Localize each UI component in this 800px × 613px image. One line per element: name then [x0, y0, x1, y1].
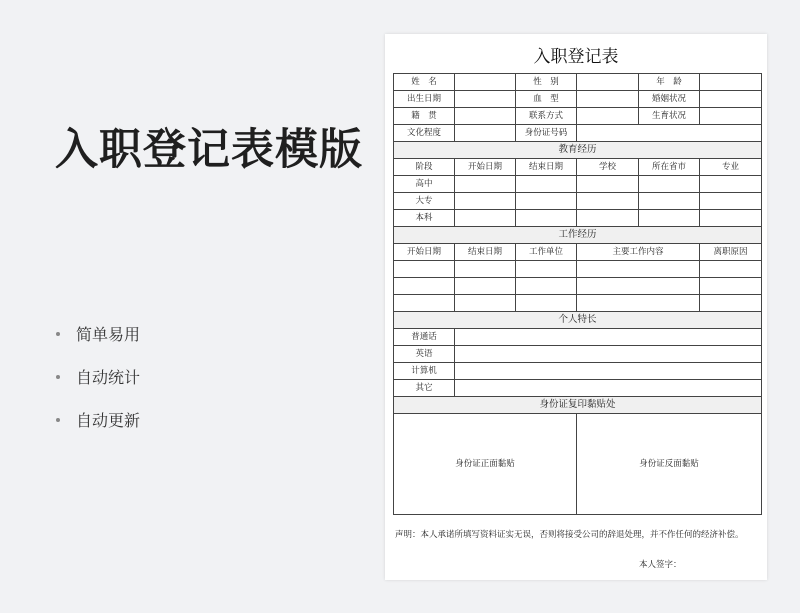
form-sheet — [385, 34, 767, 580]
section-header-row — [394, 142, 762, 159]
column-header: 结束日期 — [455, 244, 516, 261]
skill-label: 其它 — [394, 380, 455, 397]
skill-row — [394, 363, 762, 380]
table-cell[interactable] — [577, 295, 700, 312]
table-cell[interactable] — [577, 176, 639, 193]
table-cell[interactable] — [394, 278, 455, 295]
work-row — [394, 278, 762, 295]
table-cell[interactable] — [700, 295, 762, 312]
column-header: 开始日期 — [455, 159, 516, 176]
id-back-paste-area[interactable]: 身份证反面黏贴 — [577, 414, 762, 515]
form-title: 入职登记表 — [533, 47, 619, 67]
education-row — [394, 176, 762, 193]
section-header-row — [394, 397, 762, 414]
education-section-title: 教育经历 — [394, 142, 762, 159]
blood-type-value-cell[interactable] — [577, 91, 639, 108]
bullet-dot-icon — [56, 332, 60, 336]
work-row — [394, 295, 762, 312]
table-cell[interactable] — [455, 363, 762, 380]
stage-label: 大专 — [394, 193, 455, 210]
table-cell[interactable] — [516, 278, 577, 295]
feature-item — [56, 312, 140, 355]
feature-label: 自动更新 — [76, 411, 141, 430]
table-cell[interactable] — [639, 176, 700, 193]
education-row — [394, 210, 762, 227]
table-cell[interactable] — [455, 210, 516, 227]
table-cell[interactable] — [516, 295, 577, 312]
table-cell[interactable] — [639, 193, 700, 210]
column-header: 主要工作内容 — [577, 244, 700, 261]
skill-label: 计算机 — [394, 363, 455, 380]
education-header-row — [394, 159, 762, 176]
contact-label: 联系方式 — [516, 108, 577, 125]
column-header: 专业 — [700, 159, 762, 176]
table-cell[interactable] — [455, 278, 516, 295]
skill-row — [394, 329, 762, 346]
table-cell[interactable] — [700, 210, 762, 227]
age-label: 年 龄 — [639, 74, 700, 91]
contact-value-cell[interactable] — [577, 108, 639, 125]
bullet-dot-icon — [56, 375, 60, 379]
work-header-row — [394, 244, 762, 261]
basic-row — [394, 91, 762, 108]
table-cell[interactable] — [455, 261, 516, 278]
birthdate-label: 出生日期 — [394, 91, 455, 108]
feature-item — [56, 398, 140, 441]
table-cell[interactable] — [700, 278, 762, 295]
work-section-title: 工作经历 — [394, 227, 762, 244]
table-cell[interactable] — [455, 295, 516, 312]
table-cell[interactable] — [516, 176, 577, 193]
age-value-cell[interactable] — [700, 74, 762, 91]
table-cell[interactable] — [516, 193, 577, 210]
table-cell[interactable] — [700, 261, 762, 278]
table-cell[interactable] — [394, 295, 455, 312]
name-value-cell[interactable] — [455, 74, 516, 91]
id-number-value-cell[interactable] — [577, 125, 762, 142]
gender-label: 性 别 — [516, 74, 577, 91]
feature-label: 简单易用 — [76, 325, 141, 344]
work-row — [394, 261, 762, 278]
feature-label: 自动统计 — [76, 368, 141, 387]
table-cell[interactable] — [455, 329, 762, 346]
table-cell[interactable] — [516, 261, 577, 278]
table-cell[interactable] — [455, 193, 516, 210]
basic-row — [394, 74, 762, 91]
education-level-label: 文化程度 — [394, 125, 455, 142]
table-cell[interactable] — [577, 210, 639, 227]
column-header: 工作单位 — [516, 244, 577, 261]
gender-value-cell[interactable] — [577, 74, 639, 91]
native-place-value-cell[interactable] — [455, 108, 516, 125]
basic-row — [394, 125, 762, 142]
column-header: 开始日期 — [394, 244, 455, 261]
signature-label: 本人签字： — [639, 560, 682, 570]
id-number-label: 身份证号码 — [516, 125, 577, 142]
fertility-value-cell[interactable] — [700, 108, 762, 125]
section-header-row — [394, 227, 762, 244]
feature-list — [56, 312, 140, 441]
column-header: 所在省市 — [639, 159, 700, 176]
basic-row — [394, 108, 762, 125]
education-row — [394, 193, 762, 210]
birthdate-value-cell[interactable] — [455, 91, 516, 108]
id-copy-row — [394, 414, 762, 515]
column-header: 学校 — [577, 159, 639, 176]
table-cell[interactable] — [577, 278, 700, 295]
registration-table — [393, 73, 762, 515]
education-level-value-cell[interactable] — [455, 125, 516, 142]
table-cell[interactable] — [577, 193, 639, 210]
table-cell[interactable] — [639, 210, 700, 227]
table-cell[interactable] — [455, 380, 762, 397]
id-copy-section-title: 身份证复印黏贴处 — [394, 397, 762, 414]
marital-value-cell[interactable] — [700, 91, 762, 108]
stage-label: 本科 — [394, 210, 455, 227]
feature-item — [56, 355, 140, 398]
skill-label: 普通话 — [394, 329, 455, 346]
statement-text: 声明：本人承诺所填写资料证实无误，否则将接受公司的辞退处理，并不作任何的经济补偿。 — [395, 530, 744, 540]
native-place-label: 籍 贯 — [394, 108, 455, 125]
skill-row — [394, 346, 762, 363]
fertility-label: 生育状况 — [639, 108, 700, 125]
id-front-paste-area[interactable]: 身份证正面黏贴 — [394, 414, 577, 515]
name-label: 姓 名 — [394, 74, 455, 91]
column-header: 阶段 — [394, 159, 455, 176]
table-cell[interactable] — [577, 261, 700, 278]
bullet-dot-icon — [56, 418, 60, 422]
table-cell[interactable] — [516, 210, 577, 227]
section-header-row — [394, 312, 762, 329]
skill-row — [394, 380, 762, 397]
marital-label: 婚姻状况 — [639, 91, 700, 108]
table-cell[interactable] — [394, 261, 455, 278]
stage-label: 高中 — [394, 176, 455, 193]
skills-section-title: 个人特长 — [394, 312, 762, 329]
promo-title: 入职登记表模版 — [55, 125, 363, 175]
table-cell[interactable] — [455, 176, 516, 193]
column-header: 结束日期 — [516, 159, 577, 176]
column-header: 离职原因 — [700, 244, 762, 261]
table-cell[interactable] — [700, 193, 762, 210]
table-cell[interactable] — [455, 346, 762, 363]
skill-label: 英语 — [394, 346, 455, 363]
table-cell[interactable] — [700, 176, 762, 193]
blood-type-label: 血 型 — [516, 91, 577, 108]
